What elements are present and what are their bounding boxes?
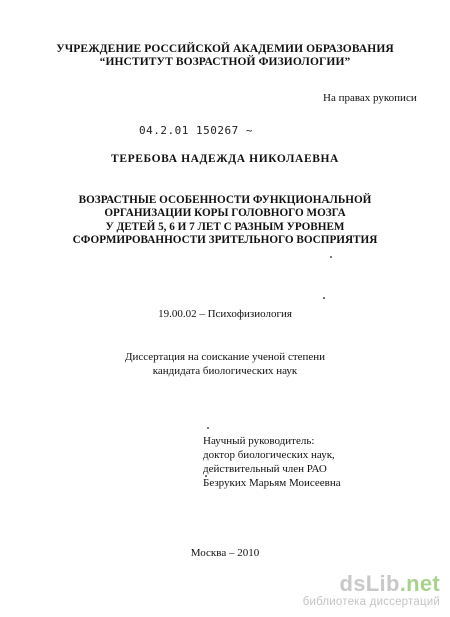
thesis-title-line-2: ОРГАНИЗАЦИИ КОРЫ ГОЛОВНОГО МОЗГА [104, 207, 346, 220]
thesis-title-line-4: СФОРМИРОВАННОСТИ ЗРИТЕЛЬНОГО ВОСПРИЯТИЯ [72, 234, 378, 247]
degree-line-2: кандидата биологических наук [152, 364, 298, 377]
scan-speck [207, 427, 209, 429]
scientific-advisor [203, 434, 341, 490]
watermark-tld: .net [399, 571, 440, 596]
advisor-name: Безруких Марьям Моисеевна [203, 477, 341, 489]
advisor-credential-1: доктор биологических наук, [203, 449, 335, 461]
watermark-subtitle: библиотека диссертаций [302, 596, 440, 608]
scan-speck [205, 475, 207, 477]
thesis-title [0, 194, 450, 248]
institution-line-1: УЧРЕЖДЕНИЕ РОССИЙСКОЙ АКАДЕМИИ ОБРАЗОВАНИЯ [56, 43, 394, 55]
author-name: ТЕРЕБОВА НАДЕЖДА НИКОЛАЕВНА [111, 153, 339, 165]
dslib-watermark [303, 573, 440, 609]
advisor-heading: Научный руководитель: [203, 435, 315, 447]
thesis-title-line-1: ВОЗРАСТНЫЕ ОСОБЕННОСТИ ФУНКЦИОНАЛЬНОЙ [78, 194, 372, 206]
city-and-year: Москва – 2010 [190, 547, 260, 559]
manuscript-rights-note: На правах рукописи [323, 92, 417, 104]
institution-line-2: “ИНСТИТУТ ВОЗРАСТНОЙ ФИЗИОЛОГИИ” [99, 56, 351, 68]
specialty-code: 19.00.02 – Психофизиология [158, 308, 292, 320]
watermark-brand: dsLib [339, 571, 400, 596]
degree-line-1: Диссертация на соискание ученой степени [124, 351, 326, 363]
degree-statement [0, 351, 450, 378]
watermark-logo [303, 573, 440, 595]
advisor-credential-2: действительный член РАО [203, 463, 327, 475]
institution-header [0, 43, 450, 69]
scan-speck [323, 297, 325, 299]
thesis-title-line-3: У ДЕТЕЙ 5, 6 И 7 ЛЕТ С РАЗНЫМ УРОВНЕМ [105, 220, 345, 233]
scan-speck [330, 256, 332, 258]
archive-stamp-number: 04.2.01 150267 ~ [139, 124, 253, 137]
